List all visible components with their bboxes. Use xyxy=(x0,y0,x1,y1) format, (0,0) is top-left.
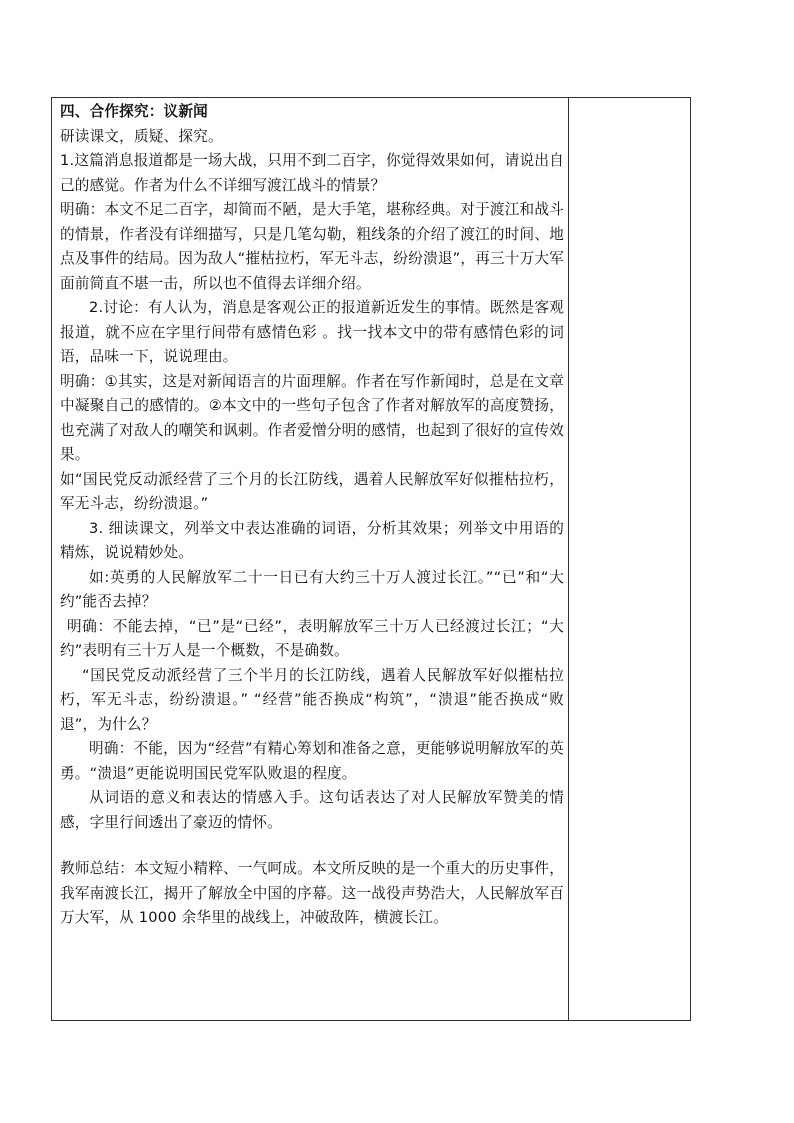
lesson-table xyxy=(51,97,691,1021)
notes-cell xyxy=(569,98,690,1020)
question-2: 2.讨论：有人认为，消息是客观公正的报道新近发生的事情。既然是客观报道，就不应在字里行间带有感情色彩 。找一找本文中的带有感情色彩的词语，品味一下，说说理由。 xyxy=(60,299,564,365)
answer-3: 明确：不能去掉，“已”是“已经”，表明解放军三十万人已经渡过长江；“大约”表明有三十万人是一个概数，不是确数。 xyxy=(60,617,564,659)
question-3: 3. 细读课文，列举文中表达准确的词语，分析其效果；列举文中用语的精炼，说说精妙处。 xyxy=(60,519,564,561)
example-2: 如“国民党反动派经营了三个月的长江防线，遇着人民解放军好似摧枯拉朽，军无斗志，纷纷溃退。” xyxy=(60,470,564,512)
answer-2: 明确：①其实，这是对新闻语言的片面理解。作者在写作新闻时，总是在文章中凝聚自己的感情的。②本文中的一些句子包含了作者对解放军的高度赞扬，也充满了对敌人的嘲笑和讽刺。作者爱憎分明的感情，也起到了很好的宣传效果。 xyxy=(60,372,564,463)
section-intro: 研读课文，质疑、探究。 xyxy=(60,127,223,145)
teacher-summary: 教师总结：本文短小精粹、一气呵成。本文所反映的是一个重大的历史事件，我军南渡长江，揭开了解放全中国的序幕。这一战役声势浩大，人民解放军百万大军，从 1000 余华里的战线上，冲破敌阵，横渡长江。 xyxy=(60,860,564,926)
answer-4: 明确：不能，因为“经营”有精心筹划和准备之意，更能够说明解放军的英勇。“溃退”更能说明国民党军队败退的程度。 xyxy=(60,740,564,782)
main-content-cell xyxy=(60,100,564,931)
example-4: “国民党反动派经营了三个半月的长江防线，遇着人民解放军好似摧枯拉朽，军无斗志，纷纷溃退。” “经营”能否换成“构筑”，“溃退”能否换成“败退”，为什么？ xyxy=(60,666,564,733)
analysis-note: 从词语的意义和表达的情感入手。这句话表达了对人民解放军赞美的情感，字里行间透出了豪迈的情怀。 xyxy=(60,789,564,831)
question-1: 1.这篇消息报道都是一场大战，只用不到二百字，你觉得效果如何，请说出自己的感觉。作者为什么不详细写渡江战斗的情景？ xyxy=(60,152,564,194)
section-heading: 四、合作探究：议新闻 xyxy=(60,103,208,120)
example-3: 如:英勇的人民解放军二十一日已有大约三十万人渡过长江。”“已”和“大约”能否去掉？ xyxy=(60,568,564,610)
answer-1: 明确：本文不足二百字，却简而不陋，是大手笔，堪称经典。对于渡江和战斗的情景，作者没有详细描写，只是几笔勾勒，粗线条的介绍了渡江的时间、地点及事件的结局。因为敌人“摧枯拉朽，军无斗志，纷纷溃退”，再三十万大军面前简直不堪一击，所以也不值得去详细介绍。 xyxy=(60,201,564,292)
